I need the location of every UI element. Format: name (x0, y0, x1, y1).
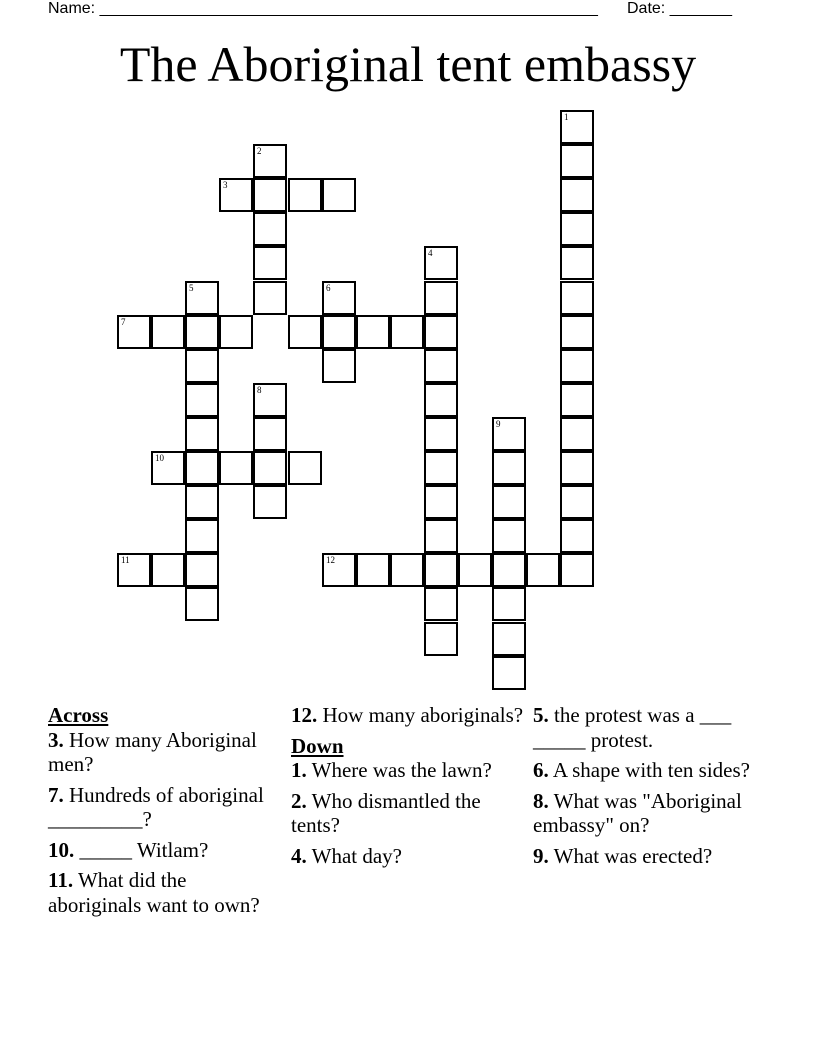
grid-cell[interactable] (253, 383, 287, 417)
grid-cell[interactable] (185, 587, 219, 621)
grid-cell[interactable] (322, 281, 356, 315)
grid-cell[interactable] (288, 451, 322, 485)
clue-across-7: 7. Hundreds of aboriginal _________? (48, 782, 264, 831)
grid-cell[interactable] (151, 451, 185, 485)
grid-cell[interactable] (560, 178, 594, 212)
clue-number: 6 (326, 283, 331, 293)
grid-cell[interactable] (185, 281, 219, 315)
grid-cell[interactable] (424, 451, 458, 485)
grid-cell[interactable] (424, 519, 458, 553)
grid-cell[interactable] (117, 553, 151, 587)
grid-cell[interactable] (560, 417, 594, 451)
grid-cell[interactable] (356, 553, 390, 587)
grid-cell[interactable] (322, 349, 356, 383)
grid-cell[interactable] (356, 315, 390, 349)
grid-cell[interactable] (219, 315, 253, 349)
grid-cell[interactable] (424, 281, 458, 315)
across-heading: Across (48, 703, 109, 727)
clues-column-1 (48, 703, 283, 923)
clue-down-2: 2. Who dismantled the tents? (291, 788, 481, 837)
grid-cell[interactable] (424, 349, 458, 383)
clue-down-6: 6. A shape with ten sides? (533, 758, 750, 782)
clue-down-5: 5. the protest was a ___ _____ protest. (533, 703, 732, 752)
grid-cell[interactable] (253, 212, 287, 246)
date-field-label: Date: _______ (627, 0, 732, 17)
grid-cell[interactable] (253, 144, 287, 178)
grid-cell[interactable] (253, 178, 287, 212)
grid-cell[interactable] (560, 553, 594, 587)
grid-cell[interactable] (560, 451, 594, 485)
grid-cell[interactable] (424, 417, 458, 451)
grid-cell[interactable] (424, 622, 458, 656)
grid-cell[interactable] (219, 451, 253, 485)
grid-cell[interactable] (185, 451, 219, 485)
clue-number: 8 (257, 385, 262, 395)
grid-cell[interactable] (288, 315, 322, 349)
page-title: The Aboriginal tent embassy (119, 36, 697, 92)
clue-number: 2 (257, 146, 262, 156)
grid-cell[interactable] (458, 553, 492, 587)
grid-cell[interactable] (560, 485, 594, 519)
clue-across-3: 3. How many Aboriginal men? (48, 727, 257, 776)
grid-cell[interactable] (560, 383, 594, 417)
grid-cell[interactable] (526, 553, 560, 587)
grid-cell[interactable] (492, 587, 526, 621)
grid-cell[interactable] (492, 519, 526, 553)
grid-cell[interactable] (185, 553, 219, 587)
grid-cell[interactable] (322, 553, 356, 587)
down-heading: Down (291, 733, 344, 758)
clue-across-11: 11. What did the aboriginals want to own? (48, 868, 260, 917)
clue-number: 10 (155, 453, 164, 463)
clue-number: 9 (496, 419, 501, 429)
grid-cell[interactable] (253, 281, 287, 315)
clue-number: 11 (121, 555, 130, 565)
grid-cell[interactable] (492, 451, 526, 485)
grid-cell[interactable] (253, 485, 287, 519)
grid-cell[interactable] (424, 485, 458, 519)
grid-cell[interactable] (560, 212, 594, 246)
name-field-label: Name: ________________________________________________________ (48, 0, 598, 17)
clue-number: 1 (564, 112, 569, 122)
grid-cell[interactable] (492, 485, 526, 519)
grid-cell[interactable] (288, 178, 322, 212)
grid-cell[interactable] (253, 246, 287, 280)
grid-cell[interactable] (390, 553, 424, 587)
grid-cell[interactable] (560, 281, 594, 315)
grid-cell[interactable] (151, 315, 185, 349)
clue-down-8: 8. What was "Aboriginal embassy" on? (533, 788, 742, 837)
clue-number: 3 (223, 180, 228, 190)
grid-cell[interactable] (185, 315, 219, 349)
grid-cell[interactable] (560, 246, 594, 280)
grid-cell[interactable] (322, 315, 356, 349)
clues-column-2 (291, 703, 526, 874)
grid-cell[interactable] (560, 110, 594, 144)
grid-cell[interactable] (117, 315, 151, 349)
grid-cell[interactable] (185, 417, 219, 451)
grid-cell[interactable] (185, 485, 219, 519)
clue-down-9: 9. What was erected? (533, 843, 713, 868)
grid-cell[interactable] (560, 519, 594, 553)
clue-number: 4 (428, 248, 433, 258)
grid-cell[interactable] (560, 144, 594, 178)
grid-cell[interactable] (253, 417, 287, 451)
clue-down-1: 1. Where was the lawn? (291, 758, 492, 782)
clues-column-3 (533, 703, 768, 874)
grid-cell[interactable] (219, 178, 253, 212)
grid-cell[interactable] (424, 315, 458, 349)
grid-cell[interactable] (185, 349, 219, 383)
grid-cell[interactable] (560, 315, 594, 349)
clue-number: 7 (121, 317, 126, 327)
clue-across-10: 10. _____ Witlam? (48, 837, 209, 862)
grid-cell[interactable] (322, 178, 356, 212)
grid-cell[interactable] (560, 349, 594, 383)
grid-cell[interactable] (424, 587, 458, 621)
grid-cell[interactable] (185, 383, 219, 417)
grid-cell[interactable] (424, 553, 458, 587)
grid-cell[interactable] (492, 417, 526, 451)
grid-cell[interactable] (492, 622, 526, 656)
grid-cell[interactable] (492, 656, 526, 690)
grid-cell[interactable] (253, 451, 287, 485)
clue-across-12: 12. How many aboriginals? (291, 703, 524, 727)
clue-down-4: 4. What day? (291, 843, 402, 868)
clue-number: 5 (189, 283, 194, 293)
grid-cell[interactable] (424, 246, 458, 280)
grid-cell[interactable] (424, 383, 458, 417)
grid-cell[interactable] (492, 553, 526, 587)
grid-cell[interactable] (151, 553, 185, 587)
clue-number: 12 (326, 555, 335, 565)
grid-cell[interactable] (390, 315, 424, 349)
grid-cell[interactable] (185, 519, 219, 553)
